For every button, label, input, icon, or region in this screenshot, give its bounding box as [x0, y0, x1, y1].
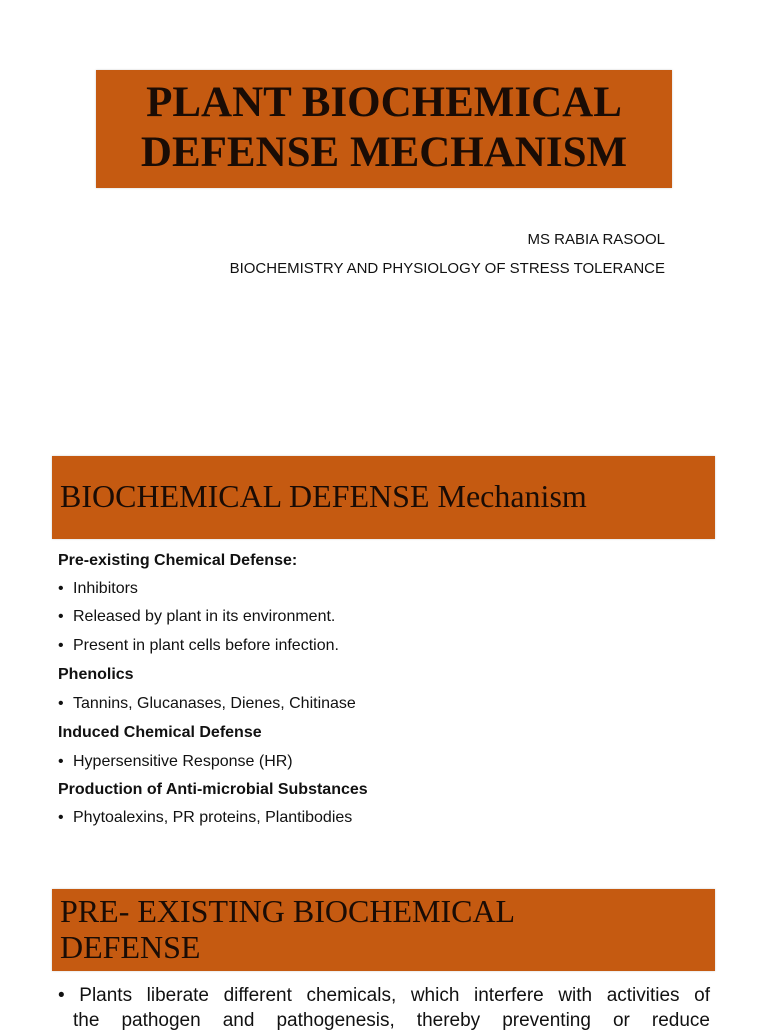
- bullet-glyph: •: [58, 580, 64, 597]
- bullet-glyph: •: [58, 637, 64, 654]
- bullet-text: Tannins, Glucanases, Dienes, Chitinase: [73, 695, 356, 712]
- author: MS RABIA RASOOL: [527, 231, 665, 248]
- bullet-glyph: •: [58, 695, 64, 712]
- section-2-banner: [52, 889, 715, 971]
- subheading: Production of Anti-microbial Substances: [58, 781, 368, 798]
- bullet-glyph: •: [58, 985, 65, 1006]
- subheading: Pre-existing Chemical Defense:: [58, 552, 298, 569]
- bullet-text: Hypersensitive Response (HR): [73, 753, 293, 770]
- section-1-heading: BIOCHEMICAL DEFENSE Mechanism: [60, 478, 587, 514]
- section-1-banner: [52, 456, 715, 539]
- bullet-text: Inhibitors: [73, 580, 138, 597]
- subheading: Induced Chemical Defense: [58, 724, 262, 741]
- bullet-item: [58, 580, 138, 598]
- bullet-text: Present in plant cells before infection.: [73, 637, 339, 654]
- bullet-item: [58, 695, 356, 713]
- bullet-item: [58, 637, 339, 655]
- title-line-2: DEFENSE MECHANISM: [140, 129, 628, 176]
- title-banner: [96, 70, 672, 188]
- bullet-item: [58, 753, 293, 771]
- bullet-item: [58, 809, 352, 827]
- section-2-paragraph-line-2: the pathogen and pathogenesis, thereby preventing or reduce: [73, 1010, 710, 1031]
- paragraph-text: Plants liberate different chemicals, which interfere with activities of: [79, 985, 710, 1006]
- bullet-glyph: •: [58, 809, 64, 826]
- bullet-glyph: •: [58, 608, 64, 625]
- bullet-item: [58, 608, 335, 626]
- subheading: Phenolics: [58, 666, 134, 683]
- bullet-text: Released by plant in its environment.: [73, 608, 336, 625]
- course: BIOCHEMISTRY AND PHYSIOLOGY OF STRESS TOLERANCE: [229, 260, 665, 277]
- section-2-paragraph-line-1: [58, 983, 710, 1008]
- section-2-heading-line-1: PRE- EXISTING BIOCHEMICAL: [60, 893, 516, 929]
- bullet-glyph: •: [58, 753, 64, 770]
- section-2-heading-line-2: DEFENSE: [60, 929, 201, 965]
- title-line-1: PLANT BIOCHEMICAL: [146, 79, 622, 126]
- bullet-text: Phytoalexins, PR proteins, Plantibodies: [73, 809, 353, 826]
